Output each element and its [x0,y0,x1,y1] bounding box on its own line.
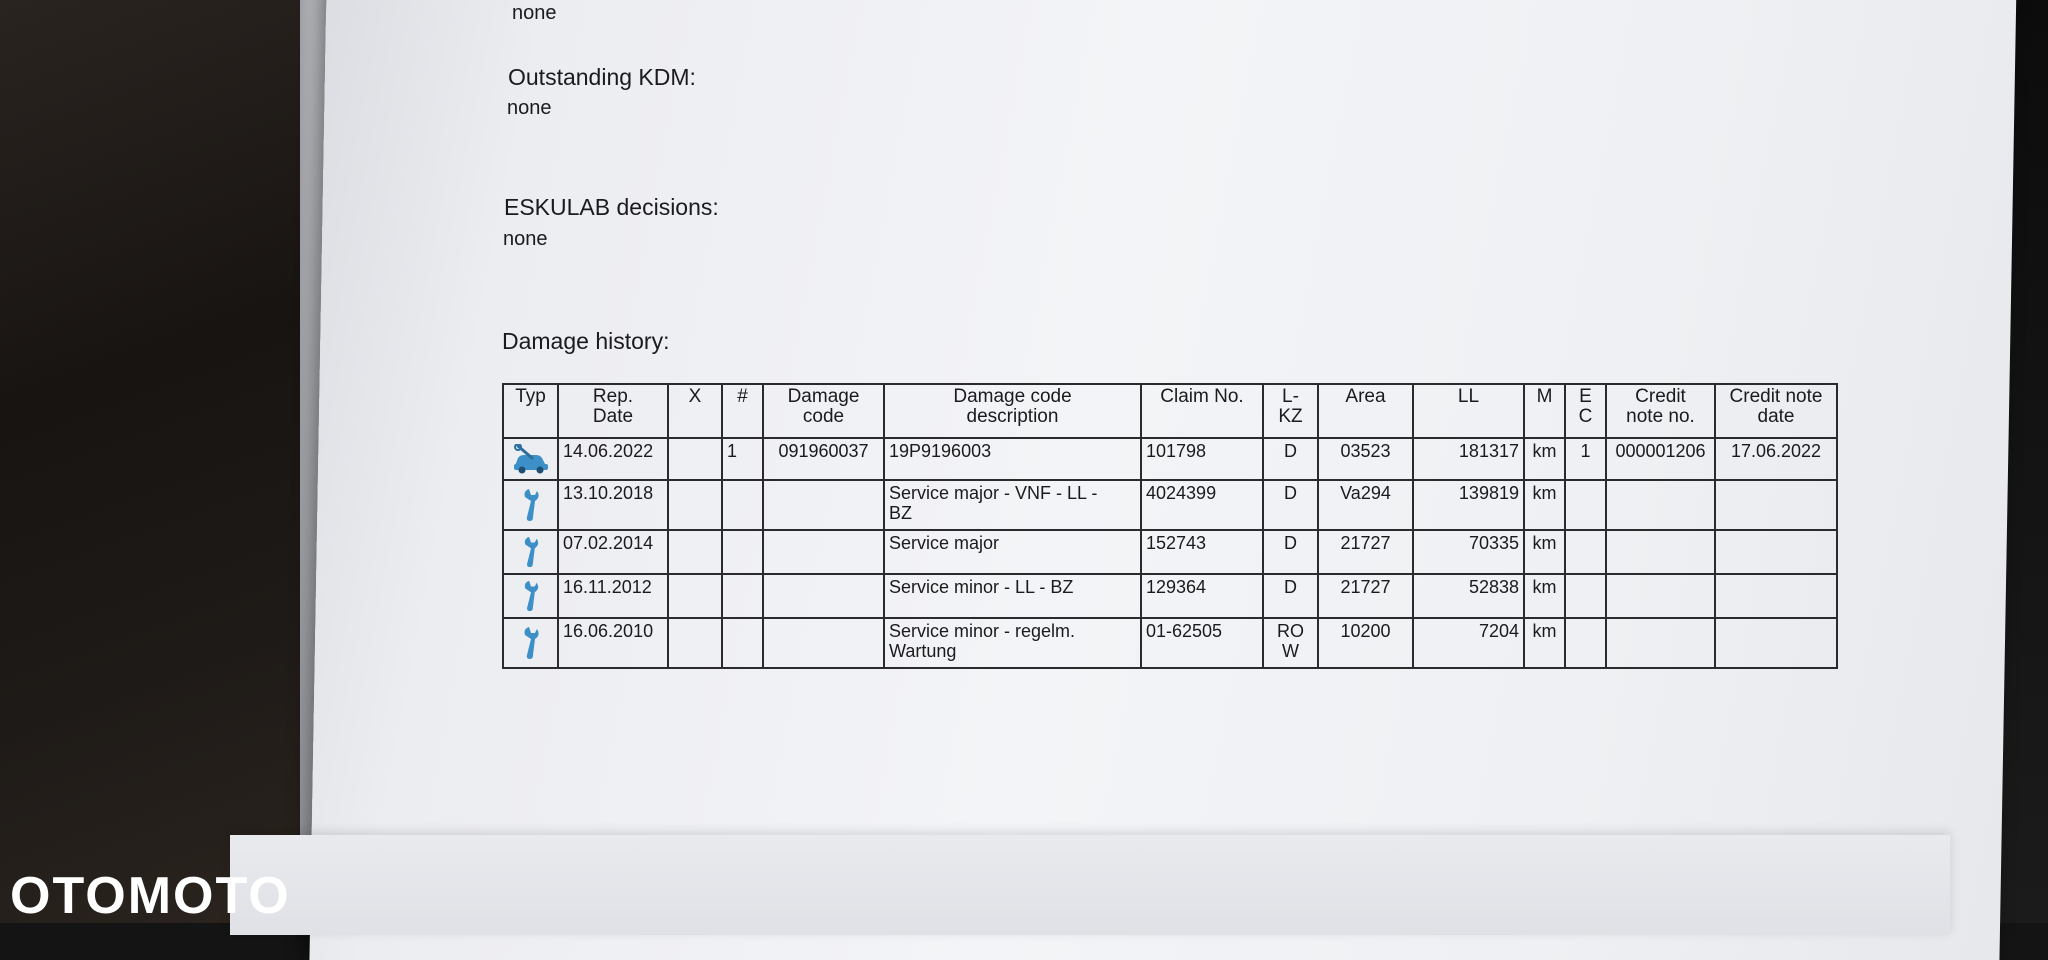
claim-cell: 01-62505 [1141,618,1263,668]
m-cell: km [1524,618,1565,668]
table-row [503,438,1837,480]
wrench-icon [519,579,543,613]
credit-no-cell [1606,574,1715,618]
table-row [503,530,1837,574]
table-row [503,618,1837,668]
claim-cell: 152743 [1141,530,1263,574]
ll-cell: 52838 [1413,574,1524,618]
x-cell [668,480,722,530]
m-cell: km [1524,574,1565,618]
lkz-cell: D [1263,574,1318,618]
wrench-icon [519,487,543,523]
num-cell: 1 [722,438,763,480]
damage-history-heading: Damage history: [502,328,670,354]
otomoto-watermark: OTOMOTO [10,867,291,925]
damage-code-cell [763,618,884,668]
credit-no-cell [1606,618,1715,668]
x-cell [668,530,722,574]
header-claim: Claim No. [1141,384,1263,438]
area-cell: Va294 [1318,480,1413,530]
credit-date-cell [1715,530,1837,574]
header-num: # [722,384,763,438]
header-rep-date: Rep. Date [558,384,668,438]
ll-cell: 139819 [1413,480,1524,530]
credit-date-cell: 17.06.2022 [1715,438,1837,480]
rep-date-cell: 13.10.2018 [558,480,668,530]
num-cell [722,530,763,574]
damage-code-cell [763,530,884,574]
rep-date-cell: 16.06.2010 [558,618,668,668]
x-cell [668,574,722,618]
damage-code-cell [763,574,884,618]
top-value: none [512,2,557,24]
damage-code-cell [763,480,884,530]
credit-no-cell: 000001206 [1606,438,1715,480]
ec-cell [1565,480,1606,530]
credit-no-cell [1606,480,1715,530]
claim-cell: 4024399 [1141,480,1263,530]
header-area: Area [1318,384,1413,438]
claim-cell: 129364 [1141,574,1263,618]
header-damage-code: Damage code [763,384,884,438]
table-row [503,574,1837,618]
header-m: M [1524,384,1565,438]
ec-cell: 1 [1565,438,1606,480]
ec-cell [1565,618,1606,668]
type-cell [503,438,558,480]
damage-code-cell: 091960037 [763,438,884,480]
table-header-row [503,384,1837,438]
area-cell: 21727 [1318,574,1413,618]
damage-desc-cell: 19P9196003 [884,438,1141,480]
header-x: X [668,384,722,438]
eskulab-value: none [503,228,548,250]
m-cell: km [1524,480,1565,530]
damage-desc-cell: Service major [884,530,1141,574]
wrench-icon [519,535,543,569]
rep-date-cell: 14.06.2022 [558,438,668,480]
header-lkz: L- KZ [1263,384,1318,438]
car-repair-icon [512,444,550,474]
num-cell [722,618,763,668]
kdm-value: none [507,97,552,119]
lkz-cell: RO W [1263,618,1318,668]
area-cell: 10200 [1318,618,1413,668]
table-row [503,480,1837,530]
num-cell [722,574,763,618]
eskulab-heading: ESKULAB decisions: [504,194,719,220]
lkz-cell: D [1263,438,1318,480]
header-ll: LL [1413,384,1524,438]
damage-desc-cell: Service minor - regelm. Wartung [884,618,1141,668]
ll-cell: 7204 [1413,618,1524,668]
ec-cell [1565,530,1606,574]
lkz-cell: D [1263,530,1318,574]
ec-cell [1565,574,1606,618]
damage-desc-cell: Service major - VNF - LL - BZ [884,480,1141,530]
rep-date-cell: 16.11.2012 [558,574,668,618]
credit-no-cell [1606,530,1715,574]
m-cell: km [1524,530,1565,574]
header-credit-no: Credit note no. [1606,384,1715,438]
type-cell [503,574,558,618]
claim-cell: 101798 [1141,438,1263,480]
ll-cell: 70335 [1413,530,1524,574]
area-cell: 21727 [1318,530,1413,574]
credit-date-cell [1715,574,1837,618]
type-cell [503,618,558,668]
x-cell [668,618,722,668]
wrench-icon [519,625,543,661]
m-cell: km [1524,438,1565,480]
lkz-cell: D [1263,480,1318,530]
rep-date-cell: 07.02.2014 [558,530,668,574]
type-cell [503,530,558,574]
kdm-heading: Outstanding KDM: [508,64,696,90]
header-damage-desc: Damage code description [884,384,1141,438]
x-cell [668,438,722,480]
area-cell: 03523 [1318,438,1413,480]
num-cell [722,480,763,530]
damage-history-table [502,383,1838,669]
ll-cell: 181317 [1413,438,1524,480]
credit-date-cell [1715,618,1837,668]
type-cell [503,480,558,530]
credit-date-cell [1715,480,1837,530]
header-ec: E C [1565,384,1606,438]
header-typ: Typ [503,384,558,438]
header-credit-date: Credit note date [1715,384,1837,438]
damage-desc-cell: Service minor - LL - BZ [884,574,1141,618]
